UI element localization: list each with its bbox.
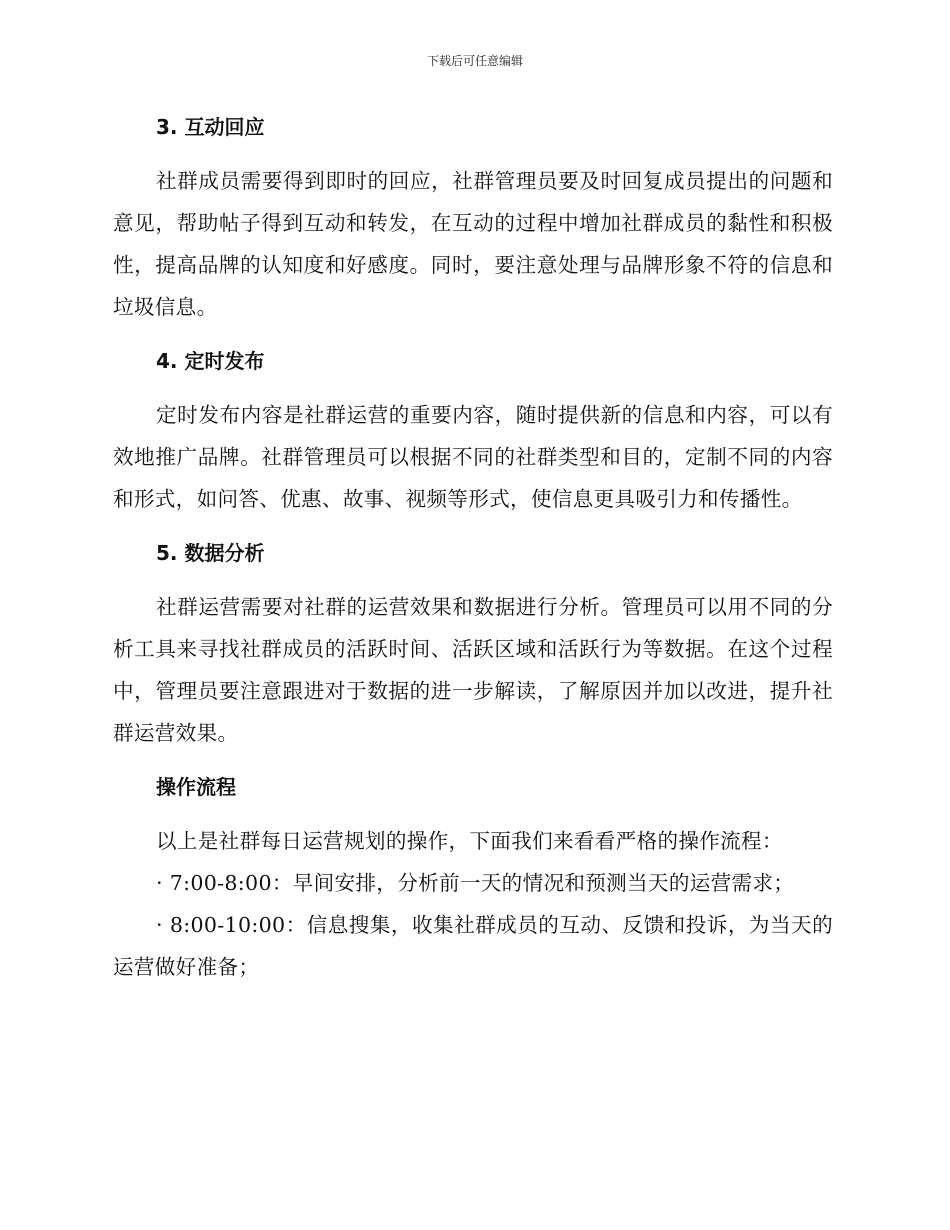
list-item: · 8:00-10:00：信息搜集，收集社群成员的互动、反馈和投诉，为当天的运营做好准备； (113, 913, 833, 979)
section-body-interaction: 社群成员需要得到即时的回应，社群管理员要及时回复成员提出的问题和意见，帮助帖子得到互动和转发，在互动的过程中增加社群成员的黏性和积极性，提高品牌的认知度和好感度。同时，要注意处理与品牌形象不符的信息和垃圾信息。 (113, 169, 833, 319)
section-body-scheduled-post: 定时发布内容是社群运营的重要内容，随时提供新的信息和内容，可以有效地推广品牌。社群管理员可以根据不同的社群类型和目的，定制不同的内容和形式，如问答、优惠、故事、视频等形式，使信息更具吸引力和传播性。 (113, 403, 833, 511)
operation-flow-intro: 以上是社群每日运营规划的操作，下面我们来看看严格的操作流程： (156, 829, 783, 853)
section-title-data-analysis: 5. 数据分析 (156, 541, 265, 565)
document-body (113, 106, 833, 988)
section-title-interaction: 3. 互动回应 (156, 115, 265, 139)
list-item: · 7:00-8:00：早间安排，分析前一天的情况和预测当天的运营需求； (156, 871, 795, 895)
section-title-operation-flow: 操作流程 (156, 775, 236, 799)
section-title-scheduled-post: 4. 定时发布 (156, 349, 265, 373)
section-body-data-analysis: 社群运营需要对社群的运营效果和数据进行分析。管理员可以用不同的分析工具来寻找社群成员的活跃时间、活跃区域和活跃行为等数据。在这个过程中，管理员要注意跟进对于数据的进一步解读，了解原因并加以改进，提升社群运营效果。 (113, 595, 833, 745)
page-header: 下载后可任意编辑 (426, 54, 523, 68)
